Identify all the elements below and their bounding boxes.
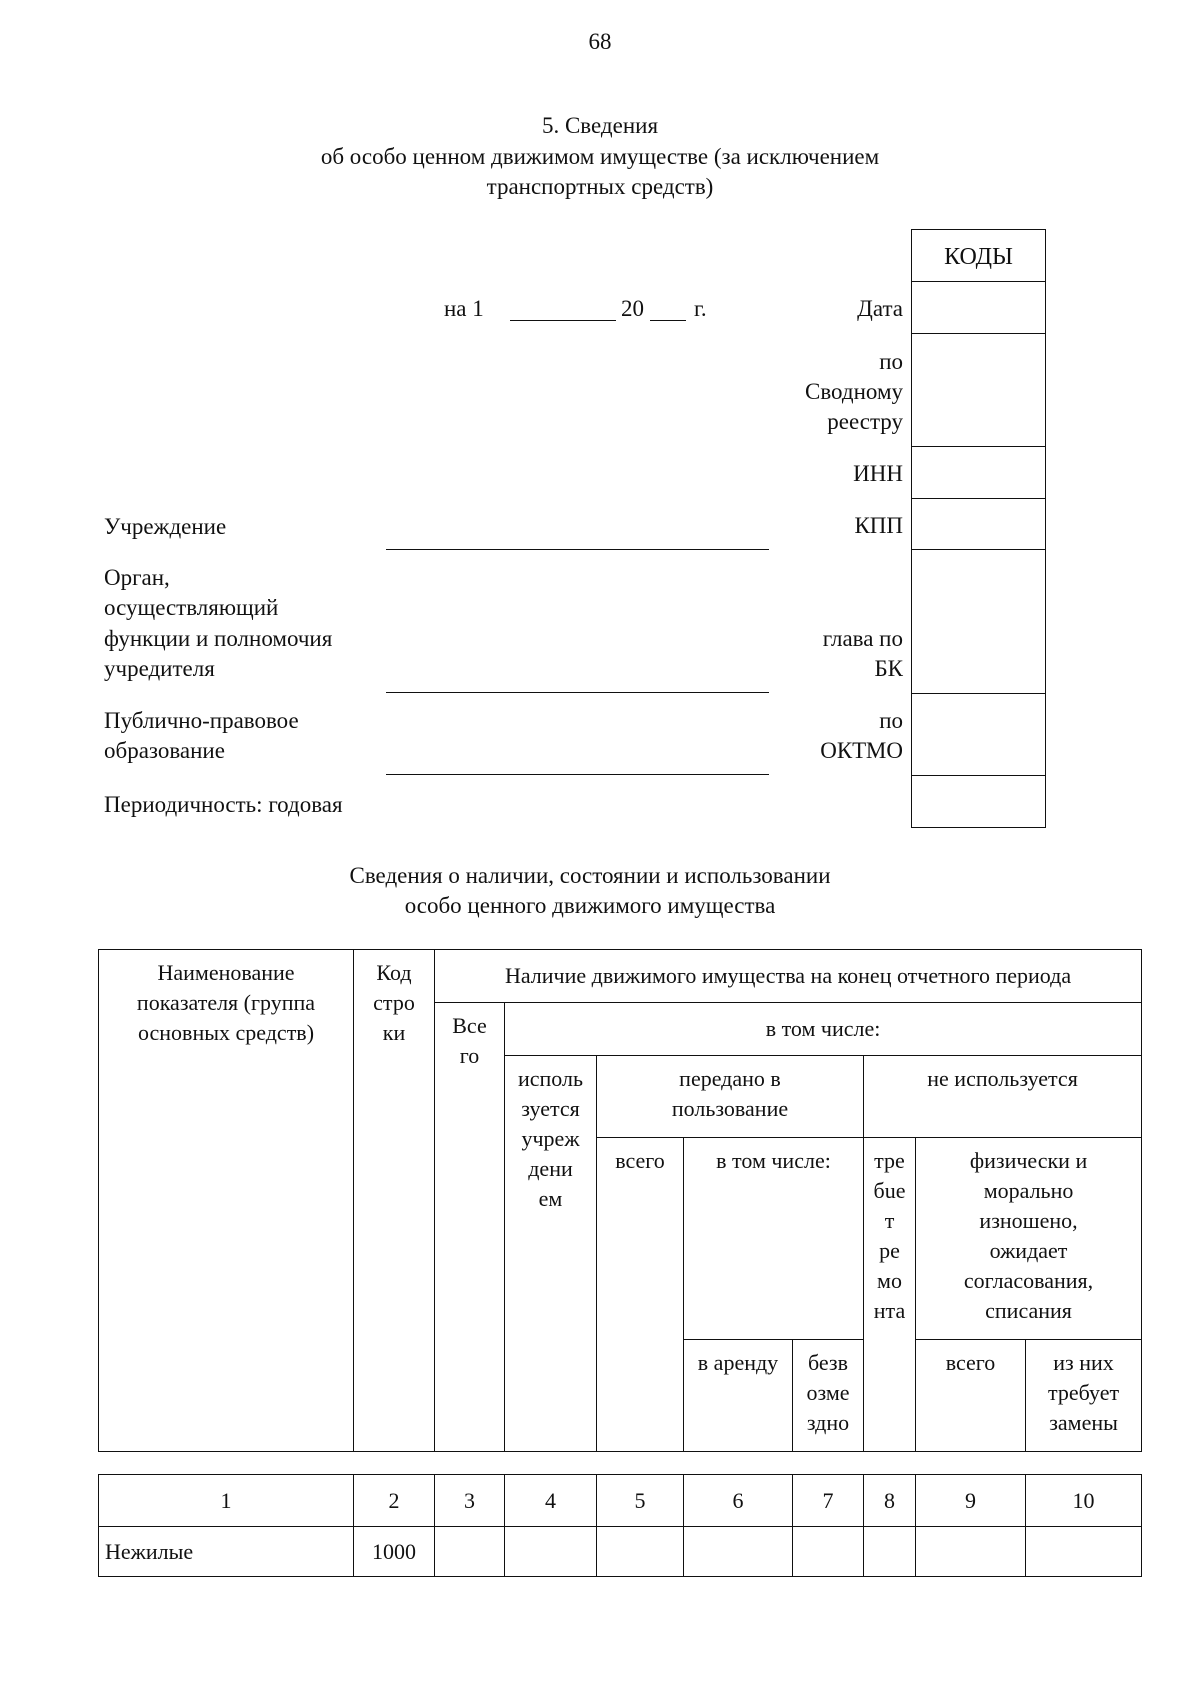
code-label-registry-3: реестру bbox=[827, 409, 903, 434]
header-total: Все го bbox=[435, 1003, 505, 1452]
header-worn-total: всего bbox=[916, 1340, 1026, 1452]
subheading-line-1: Сведения о наличии, состоянии и использовании bbox=[349, 863, 831, 888]
field-periodicity: Периодичность: годовая bbox=[104, 792, 343, 817]
field-founder-input[interactable] bbox=[386, 692, 769, 693]
page-number: 68 bbox=[588, 29, 612, 54]
code-label-chapter-1: глава по bbox=[822, 626, 903, 651]
field-public-label-1: Публично-правовое bbox=[104, 708, 299, 733]
field-institution-input[interactable] bbox=[386, 549, 769, 550]
date-suffix: г. bbox=[694, 296, 707, 321]
header-code: Код стро ки bbox=[354, 950, 435, 1452]
heading-line-3: транспортных средств) bbox=[486, 174, 714, 199]
col-number: 4 bbox=[505, 1475, 597, 1527]
header-used: исполь зуется учреж дени ем bbox=[505, 1056, 597, 1452]
field-public-input[interactable] bbox=[386, 774, 769, 775]
header-not-used: не используется bbox=[864, 1056, 1142, 1138]
code-label-date: Дата bbox=[857, 296, 903, 321]
col-number: 3 bbox=[435, 1475, 505, 1527]
header-replace: из них требует замены bbox=[1026, 1340, 1142, 1452]
code-label-kpp: КПП bbox=[854, 513, 903, 538]
header-repair: тре бue т ре мо нта bbox=[864, 1138, 916, 1452]
row-cell-worn-total[interactable] bbox=[916, 1527, 1026, 1577]
header-including: в том числе: bbox=[505, 1003, 1142, 1056]
field-founder-label-1: Орган, bbox=[104, 565, 170, 590]
codes-header: КОДЫ bbox=[944, 244, 1013, 270]
row-cell-used[interactable] bbox=[505, 1527, 597, 1577]
header-name: Наименование показателя (группа основных средств) bbox=[99, 950, 354, 1452]
row-cell-replace[interactable] bbox=[1026, 1527, 1142, 1577]
col-number: 1 bbox=[99, 1475, 354, 1527]
date-year-prefix: 20 bbox=[621, 296, 644, 321]
code-label-registry-1: по bbox=[879, 349, 903, 374]
field-founder-label-4: учредителя bbox=[104, 656, 215, 681]
row-name: Нежилые bbox=[99, 1527, 354, 1577]
code-label-oktmo-2: ОКТМО bbox=[820, 738, 903, 763]
header-free: безв озме здно bbox=[793, 1340, 864, 1452]
field-public-label-2: образование bbox=[104, 738, 225, 763]
date-day-month-blank[interactable] bbox=[510, 320, 616, 321]
heading-line-1: 5. Сведения bbox=[541, 113, 659, 138]
code-label-registry-2: Сводному bbox=[804, 379, 903, 404]
date-year-blank[interactable] bbox=[650, 320, 686, 321]
header-transferred-including: в том числе: bbox=[684, 1138, 864, 1340]
col-number: 8 bbox=[864, 1475, 916, 1527]
row-code: 1000 bbox=[354, 1527, 435, 1577]
header-worn: физически и морально изношено, ожидает согласования, списания bbox=[916, 1138, 1142, 1340]
header-table bbox=[98, 949, 1142, 1452]
field-founder-label-2: осуществляющий bbox=[104, 595, 279, 620]
date-prefix: на 1 bbox=[444, 296, 484, 321]
header-rent: в аренду bbox=[684, 1340, 793, 1452]
subheading-line-2: особо ценного движимого имущества bbox=[404, 893, 776, 918]
col-number: 7 bbox=[793, 1475, 864, 1527]
heading-line-2: об особо ценном движимом имуществе (за исключением bbox=[320, 144, 880, 169]
col-number: 5 bbox=[597, 1475, 684, 1527]
header-transferred: передано в пользование bbox=[597, 1056, 864, 1138]
header-transferred-total: всего bbox=[597, 1138, 684, 1452]
code-label-inn: ИНН bbox=[853, 461, 903, 486]
row-cell-transferred-total[interactable] bbox=[597, 1527, 684, 1577]
field-institution-label: Учреждение bbox=[104, 514, 227, 539]
code-label-chapter-2: БК bbox=[874, 656, 903, 681]
header-availability: Наличие движимого имущества на конец отчетного периода bbox=[435, 950, 1142, 1003]
row-cell-free[interactable] bbox=[793, 1527, 864, 1577]
col-number: 2 bbox=[354, 1475, 435, 1527]
col-number: 6 bbox=[684, 1475, 793, 1527]
code-label-oktmo-1: по bbox=[879, 708, 903, 733]
column-numbers-row bbox=[99, 1475, 1142, 1527]
row-cell-repair[interactable] bbox=[864, 1527, 916, 1577]
col-number: 10 bbox=[1026, 1475, 1142, 1527]
row-cell-total[interactable] bbox=[435, 1527, 505, 1577]
col-number: 9 bbox=[916, 1475, 1026, 1527]
codes-box bbox=[911, 229, 1046, 828]
row-cell-rent[interactable] bbox=[684, 1527, 793, 1577]
table-row bbox=[99, 1527, 1142, 1577]
data-table bbox=[98, 1474, 1142, 1577]
field-founder-label-3: функции и полномочия bbox=[104, 626, 333, 651]
